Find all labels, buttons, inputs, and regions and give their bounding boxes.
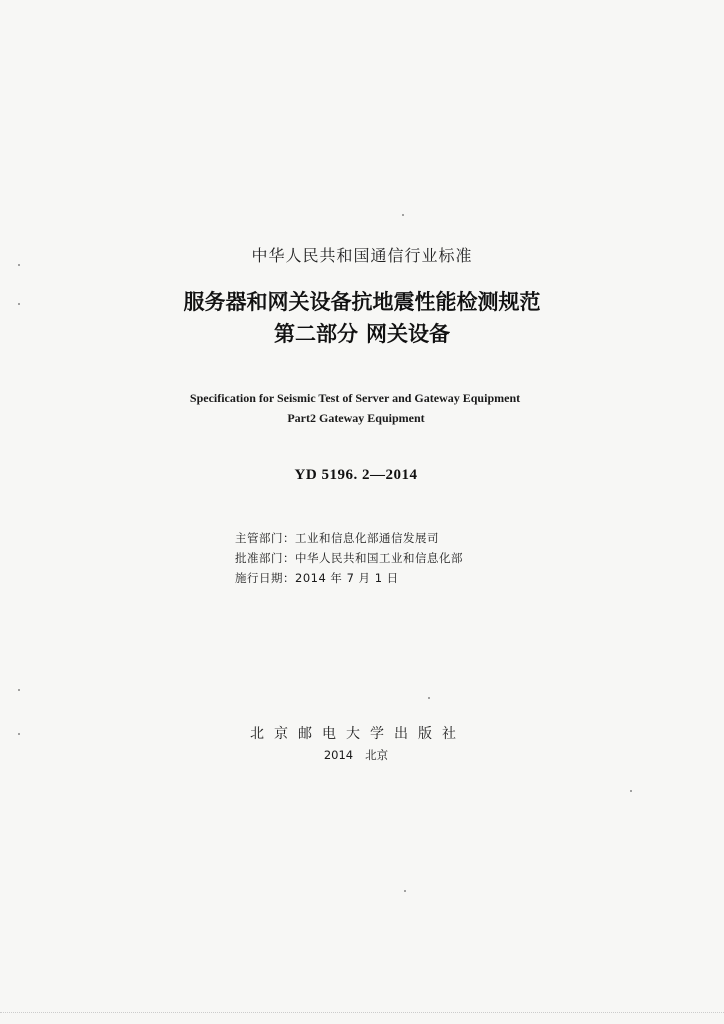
title-en-line1: Specification for Seismic Test of Server and Gateway Equipment <box>189 391 521 405</box>
standard-category: 中华人民共和国通信行业标准 <box>251 246 473 265</box>
scan-speck <box>428 697 430 699</box>
publish-year: 2014 <box>323 748 354 762</box>
metadata-approving-department: 批准部门：中华人民共和国工业和信息化部 <box>235 551 463 565</box>
title-cn-line1: 服务器和网关设备抗地震性能检测规范 <box>183 289 541 314</box>
scan-edge-line <box>0 1012 724 1014</box>
publish-info <box>0 747 712 763</box>
title-cn-line2 <box>0 318 724 348</box>
title-cn-part: 第二部分 <box>274 321 358 346</box>
title-en-line2: Part2 Gateway Equipment <box>287 411 425 425</box>
scan-speck <box>404 890 406 892</box>
publish-city: 北京 <box>365 748 389 762</box>
metadata-effective-date: 施行日期：2014 年 7 月 1 日 <box>235 571 399 585</box>
publisher-name: 北京邮电大学出版社 <box>250 726 466 742</box>
metadata-competent-department: 主管部门：工业和信息化部通信发展司 <box>235 531 439 545</box>
scan-speck <box>402 214 404 216</box>
scan-speck <box>18 689 20 691</box>
title-cn-part-name: 网关设备 <box>366 321 450 346</box>
standard-number: YD 5196. 2—2014 <box>294 467 418 483</box>
scan-speck <box>630 790 632 792</box>
